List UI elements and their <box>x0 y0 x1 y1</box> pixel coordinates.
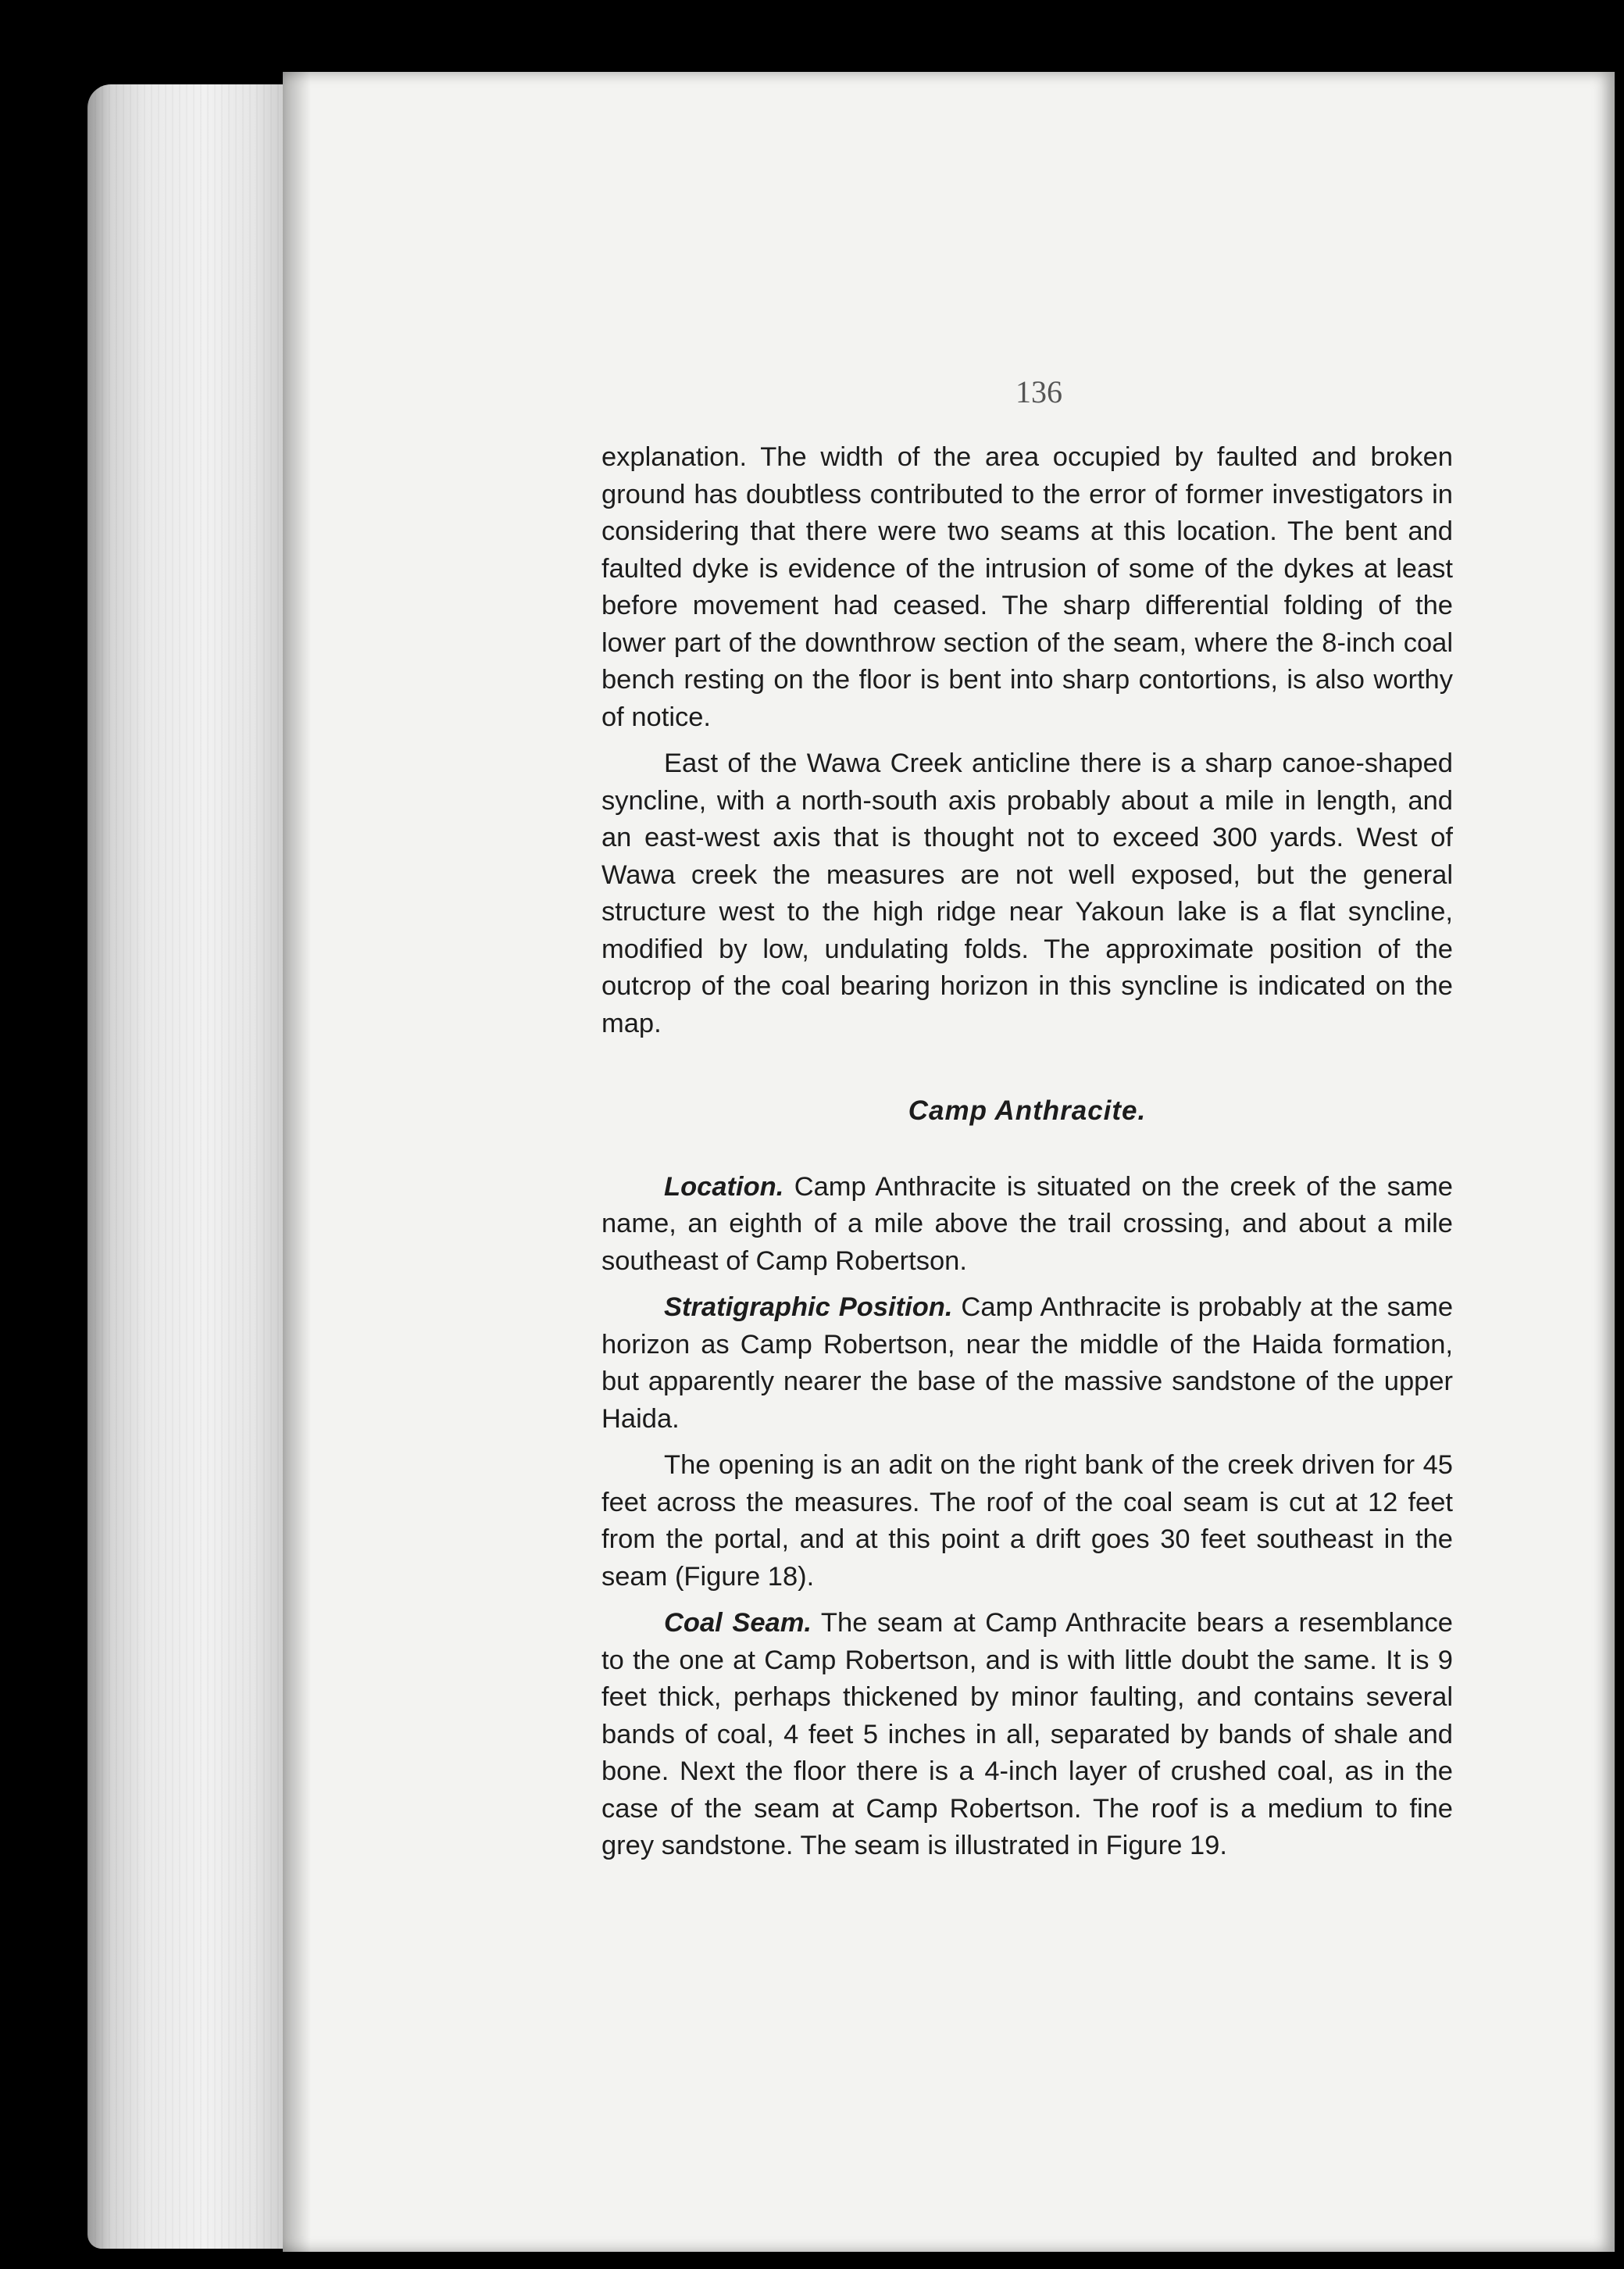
page-number: 136 <box>1015 374 1062 409</box>
section-heading-camp-anthracite: Camp Anthracite. <box>908 1095 1147 1126</box>
book-spine <box>87 84 283 2249</box>
paragraph-wawa-syncline: East of the Wawa Creek anticline there is a sharp canoe-shaped syncline, with a north-south axis probably about a mile in length, and an east-west axis that is thought not to exceed 300 yards. West of Wawa creek the measures are not well exposed, but the general structure west to the high ridge near Yakoun lake is a flat syncline, modified by low, undulating folds. The approximate position of the outcrop of the coal bearing horizon in this syncline is indicated on the map. <box>601 749 1453 1038</box>
coal-seam-label: Coal Seam. <box>664 1608 812 1638</box>
page-fold-shadow <box>283 72 311 2252</box>
location-text: Camp Anthracite is situated on the creek of the same name, an eighth of a mile above the trail crossing, and about a mile southeast of Camp Robertson. <box>601 1171 1453 1276</box>
coal-seam-text: The seam at Camp Anthracite bears a resemblance to the one at Camp Robertson, and is with little doubt the same. It is 9 feet thick, perhaps thickened by minor faulting, and contains several bands of coal, 4 feet 5 inches in all, separated by bands of shale and bone. Next the floor there is a 4-inch layer of crushed coal, as in the case of the seam at Camp Robertson. The roof is a medium to fine grey sandstone. The seam is illustrated in Figure 19. <box>601 1608 1453 1860</box>
paragraph-location <box>601 1169 1453 1281</box>
stratigraphic-position-label: Stratigraphic Position. <box>664 1292 953 1322</box>
paragraph-opening: The opening is an adit on the right bank of the creek driven for 45 feet across the measures. The roof of the coal seam is cut at 12 feet from the portal, and at this point a drift goes 30 feet southeast in the seam (Figure 18). <box>601 1450 1453 1592</box>
paragraph-stratigraphic-position <box>601 1289 1453 1438</box>
text-column <box>601 439 1453 1865</box>
stratigraphic-position-text: Camp Anthracite is probably at the same horizon as Camp Robertson, near the middle of the Haida formation, but apparently nearer the base of the massive sandstone of the upper Haida. <box>601 1292 1454 1434</box>
location-label: Location. <box>664 1171 784 1202</box>
paragraph-coal-seam <box>601 1605 1453 1865</box>
paragraph-continued-explanation: explanation. The width of the area occupied by faulted and broken ground has doubtless contributed to the error of former investigators in considering that there were two seams at this location. The bent and faulted dyke is evidence of the intrusion of some of the dykes at least before movement had ceased. The sharp differential folding of the lower part of the downthrow section of the seam, where the 8-inch coal bench resting on the floor is bent into sharp contortions, is also worthy of notice. <box>601 442 1453 732</box>
